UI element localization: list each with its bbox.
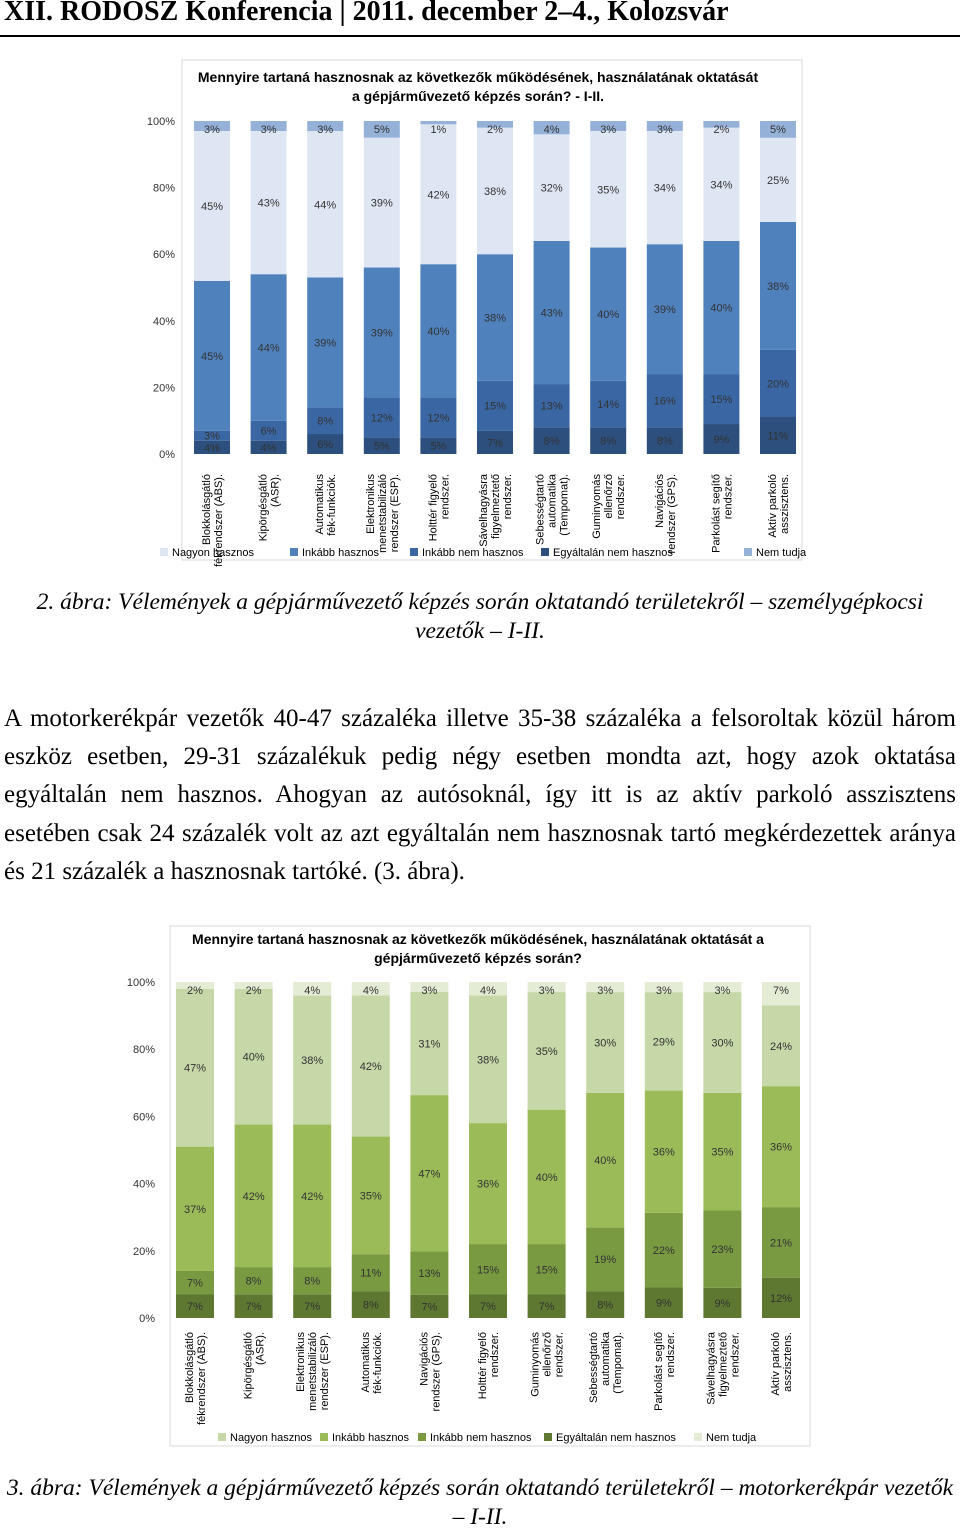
- data-label: 5%: [770, 124, 786, 136]
- legend-swatch-nem-tudja: [744, 548, 752, 556]
- data-label: 42%: [359, 1061, 382, 1073]
- legend-label-inkabb-hasznos: Inkább hasznos: [302, 547, 380, 559]
- data-label: 7%: [538, 1301, 555, 1314]
- legend-label-inkabb-hasznos: Inkább hasznos: [332, 1432, 410, 1444]
- data-label: 4%: [304, 985, 321, 997]
- data-label: 3%: [204, 124, 220, 136]
- legend-label-nagyon-hasznos: Nagyon hasznos: [172, 547, 254, 559]
- data-label: 8%: [600, 435, 617, 448]
- x-tick-label: Elektronikusmenetstabilizálórendszer (ESP).: [364, 474, 401, 553]
- data-label: 40%: [535, 1171, 558, 1184]
- data-label: 7%: [487, 437, 503, 450]
- data-label: 40%: [710, 302, 733, 315]
- data-label: 40%: [594, 1155, 617, 1168]
- data-label: 44%: [314, 199, 337, 212]
- data-label: 38%: [483, 185, 507, 198]
- legend-swatch-egyaltalan-nem-hasznos: [541, 548, 549, 556]
- data-label: 38%: [483, 312, 507, 325]
- data-label: 12%: [370, 412, 393, 425]
- data-label: 3%: [317, 124, 334, 136]
- data-label: 38%: [476, 1054, 500, 1067]
- data-label: 42%: [301, 1190, 324, 1203]
- data-label: 9%: [714, 1297, 731, 1310]
- x-tick-label: Sebességtartóautomatika(Tempomat).: [588, 1332, 625, 1403]
- data-label: 3%: [538, 985, 555, 997]
- x-tick-label: Parkolást segítőrendszer.: [652, 1332, 677, 1411]
- data-label: 15%: [710, 394, 733, 407]
- data-label: 30%: [711, 1037, 734, 1050]
- legend-swatch-egyaltalan-nem-hasznos: [544, 1433, 552, 1441]
- data-label: 15%: [535, 1264, 558, 1277]
- data-label: 5%: [373, 440, 390, 453]
- data-label: 34%: [653, 182, 676, 195]
- data-label: 47%: [183, 1062, 207, 1075]
- data-label: 40%: [597, 309, 620, 322]
- data-label: 9%: [655, 1297, 672, 1310]
- legend-swatch-inkabb-nem-hasznos: [410, 548, 418, 556]
- y-tick-label: 40%: [152, 315, 175, 328]
- x-tick-label: Blokkolásgátlófékrendszer (ABS).: [201, 474, 225, 567]
- data-label: 4%: [362, 985, 379, 997]
- figure-3-caption: 3. ábra: Vélemények a gépjárművezető képzés során oktatandó területekről – motorkerékpár vezetők – I-II.: [6, 1475, 954, 1530]
- legend-label-inkabb-nem-hasznos: Inkább nem hasznos: [430, 1432, 532, 1444]
- y-tick-label: 100%: [126, 977, 155, 989]
- legend-label-nagyon-hasznos: Nagyon hasznos: [230, 1432, 312, 1444]
- data-label: 39%: [370, 327, 393, 340]
- x-tick-label: Aktív parkolóasszisztens.: [767, 474, 791, 538]
- data-label: 11%: [360, 1267, 382, 1280]
- y-tick-label: 60%: [132, 1111, 155, 1124]
- data-label: 45%: [200, 200, 224, 213]
- data-label: 44%: [257, 342, 280, 355]
- data-label: 36%: [769, 1141, 793, 1154]
- data-label: 12%: [769, 1292, 793, 1305]
- data-label: 16%: [653, 395, 676, 408]
- data-label: 7%: [773, 985, 789, 997]
- x-tick-label: Automatikusfék-funkciók.: [314, 474, 339, 536]
- data-label: 29%: [652, 1036, 675, 1049]
- data-label: 1%: [430, 124, 447, 136]
- x-tick-label: Guminyomásellenőrzőrendszer.: [529, 1332, 566, 1397]
- y-tick-label: 60%: [152, 249, 175, 262]
- data-label: 35%: [597, 184, 620, 197]
- data-label: 42%: [242, 1190, 265, 1203]
- data-label: 22%: [652, 1245, 675, 1258]
- y-tick-label: 40%: [132, 1178, 155, 1191]
- data-label: 36%: [652, 1146, 675, 1159]
- data-label: 38%: [301, 1055, 324, 1068]
- data-label: 35%: [359, 1190, 382, 1203]
- data-label: 40%: [242, 1051, 265, 1064]
- data-label: 4%: [480, 985, 496, 997]
- data-label: 3%: [600, 124, 617, 136]
- data-label: 3%: [597, 985, 614, 997]
- legend-swatch-inkabb-hasznos: [320, 1433, 328, 1441]
- legend-swatch-inkabb-nem-hasznos: [418, 1433, 426, 1441]
- figure-2-caption: 2. ábra: Vélemények a gépjárművezető képzés során oktatandó területekről – személygépkocsi vezetők – I-II.: [36, 589, 924, 644]
- data-label: 8%: [543, 435, 560, 448]
- x-tick-label: Sávelhagyásrafigyelmeztetőrendszer.: [705, 1332, 742, 1405]
- data-label: 7%: [187, 1301, 203, 1314]
- legend-label-inkabb-nem-hasznos: Inkább nem hasznos: [422, 547, 524, 559]
- data-label: 8%: [656, 435, 673, 448]
- data-label: 37%: [183, 1203, 207, 1216]
- data-label: 12%: [427, 412, 450, 425]
- header-rule: [0, 35, 960, 37]
- chart-title: Mennyire tartaná hasznosnak az következők működésének, használatának oktatását a gépjárművezető képzés során? - I-II.: [197, 69, 759, 104]
- data-label: 5%: [430, 440, 447, 453]
- data-label: 8%: [362, 1299, 379, 1312]
- y-tick-label: 0%: [139, 1313, 155, 1325]
- x-tick-label: Holttér figyelőrendszer.: [427, 474, 452, 542]
- data-label: 15%: [483, 400, 507, 413]
- x-tick-label: Kipörgésgátló(ASR).: [242, 1332, 267, 1400]
- x-tick-label: Elektronikusmenetstabilizálórendszer (ESP).: [295, 1332, 332, 1411]
- data-label: 34%: [710, 179, 733, 192]
- data-label: 3%: [260, 124, 277, 136]
- x-tick-label: Holttér figyelőrendszer.: [477, 1332, 501, 1400]
- legend-label-nem-tudja: Nem tudja: [756, 547, 807, 559]
- data-label: 7%: [245, 1301, 262, 1314]
- data-label: 7%: [187, 1277, 203, 1290]
- x-tick-label: Aktív parkolóasszisztens.: [770, 1332, 794, 1396]
- legend-swatch-nagyon-hasznos: [160, 548, 168, 556]
- header-title: XII. RODOSZ Konferencia | 2011. december 2–4., Kolozsvár: [4, 0, 729, 27]
- data-label: 32%: [540, 182, 563, 195]
- data-label: 30%: [594, 1037, 617, 1050]
- data-label: 3%: [655, 985, 672, 997]
- data-label: 6%: [260, 425, 277, 438]
- x-tick-label: Guminyomásellenőrzőrendszer.: [591, 474, 628, 539]
- data-label: 43%: [257, 197, 280, 210]
- data-label: 47%: [418, 1168, 441, 1181]
- data-label: 35%: [711, 1146, 734, 1159]
- data-label: 36%: [476, 1178, 500, 1191]
- x-tick-label: Navigációsrendszer (GPS).: [653, 474, 678, 554]
- data-label: 13%: [418, 1268, 441, 1281]
- data-label: 42%: [427, 189, 450, 202]
- data-label: 39%: [314, 337, 337, 350]
- x-tick-label: Parkolást segítőrendszer.: [710, 474, 735, 553]
- data-label: 15%: [476, 1264, 500, 1277]
- y-tick-label: 80%: [132, 1044, 155, 1057]
- y-tick-label: 80%: [152, 182, 175, 195]
- legend-swatch-inkabb-hasznos: [290, 548, 298, 556]
- data-label: 25%: [766, 174, 790, 187]
- data-label: 19%: [594, 1254, 617, 1267]
- data-label: 8%: [317, 415, 334, 428]
- legend-label-nem-tudja: Nem tudja: [706, 1432, 757, 1444]
- data-label: 3%: [421, 985, 438, 997]
- x-tick-label: Sávelhagyásrafigyelmeztetőrendszer.: [478, 474, 514, 547]
- x-tick-label: Automatikusfék-funkciók.: [359, 1332, 384, 1394]
- chart-figure-3: [0, 922, 960, 1456]
- data-label: 8%: [597, 1299, 614, 1312]
- data-label: 2%: [187, 985, 203, 997]
- data-label: 14%: [597, 399, 620, 412]
- y-tick-label: 0%: [159, 449, 175, 461]
- data-label: 3%: [204, 430, 220, 443]
- data-label: 38%: [766, 280, 790, 293]
- y-tick-label: 100%: [146, 116, 175, 128]
- data-label: 13%: [540, 400, 563, 413]
- data-label: 23%: [711, 1244, 734, 1257]
- data-label: 24%: [769, 1040, 793, 1053]
- data-label: 7%: [421, 1301, 438, 1314]
- page-header: [0, 0, 960, 40]
- data-label: 8%: [304, 1275, 321, 1288]
- data-label: 5%: [373, 124, 390, 136]
- x-tick-label: Sebességtartóautomatika(Tempomat).: [534, 474, 571, 545]
- data-label: 2%: [487, 124, 503, 136]
- data-label: 35%: [535, 1045, 558, 1058]
- data-label: 2%: [713, 124, 730, 136]
- data-label: 21%: [769, 1237, 793, 1250]
- data-label: 20%: [766, 378, 790, 391]
- data-label: 4%: [260, 442, 277, 455]
- body-paragraph: A motorkerékpár vezetők 40-47 százaléka illetve 35-38 százaléka a felsoroltak közül három eszköz esetben, 29-31 százalékuk pedig négy esetben mondta azt, hogy azok oktatása egyáltalán nem hasznos. Ahogyan az autósoknál, így itt is az aktív parkoló asszisztens esetében csak 24 százalék volt az azt egyáltalán nem hasznosnak tartó megkérdezettek aránya és 21 százalék a hasznosnak tartóké. (3. ábra).: [4, 705, 956, 885]
- data-label: 45%: [200, 350, 224, 363]
- legend-swatch-nem-tudja: [694, 1433, 702, 1441]
- data-label: 40%: [427, 325, 450, 338]
- data-label: 9%: [713, 434, 730, 447]
- x-tick-label: Blokkolásgátlófékrendszer (ABS).: [184, 1332, 208, 1425]
- x-tick-label: Navigációsrendszer (GPS).: [418, 1332, 443, 1412]
- legend-label-egyaltalan-nem-hasznos: Egyáltalán nem hasznos: [556, 1432, 676, 1444]
- x-tick-label: Kipörgésgátló(ASR).: [257, 474, 282, 542]
- data-label: 7%: [304, 1301, 321, 1314]
- data-label: 4%: [204, 442, 220, 455]
- data-label: 31%: [418, 1038, 441, 1051]
- y-tick-label: 20%: [152, 382, 175, 395]
- data-label: 43%: [540, 307, 563, 320]
- data-label: 4%: [543, 124, 560, 136]
- data-label: 8%: [245, 1275, 262, 1288]
- data-label: 7%: [480, 1301, 496, 1314]
- data-label: 11%: [767, 430, 789, 443]
- data-label: 3%: [714, 985, 731, 997]
- data-label: 6%: [317, 439, 334, 452]
- data-label: 3%: [656, 124, 673, 136]
- legend-label-egyaltalan-nem-hasznos: Egyáltalán nem hasznos: [553, 547, 673, 559]
- legend-swatch-nagyon-hasznos: [218, 1433, 226, 1441]
- y-tick-label: 20%: [132, 1245, 155, 1258]
- data-label: 39%: [653, 304, 676, 317]
- chart-figure-2: [0, 56, 960, 574]
- chart-title: Mennyire tartaná hasznosnak az következők működésének, használatának oktatását a gépjárművezető képzés során?: [192, 931, 764, 966]
- data-label: 39%: [370, 197, 393, 210]
- data-label: 2%: [245, 985, 262, 997]
